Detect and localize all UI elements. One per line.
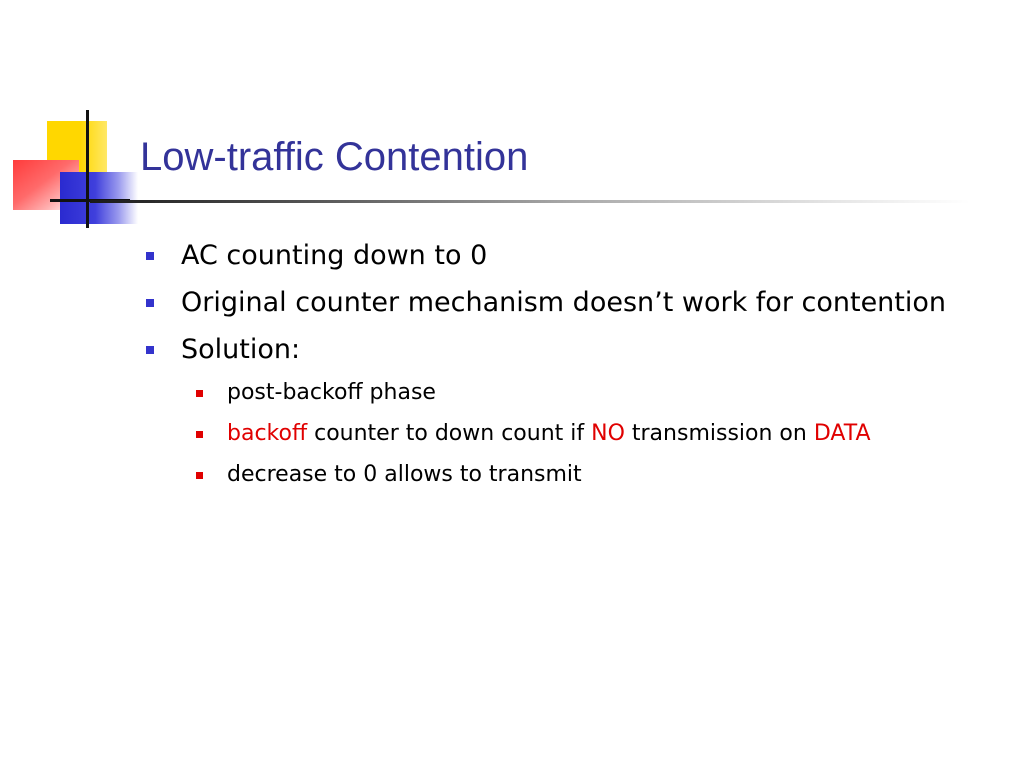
sub-bullet-text: decrease to 0 allows to transmit (227, 462, 582, 487)
bullet-text: Original counter mechanism doesn’t work for contention (181, 287, 947, 318)
logo-vertical-line (86, 110, 89, 228)
title-divider (90, 200, 970, 203)
sub-bullet-item (142, 375, 992, 410)
square-bullet-icon (196, 431, 203, 438)
square-bullet-icon (196, 390, 203, 397)
square-bullet-icon (196, 472, 203, 479)
highlight-text: backoff (227, 421, 308, 446)
square-bullet-icon (146, 299, 154, 307)
bullet-item (142, 234, 992, 277)
highlight-text: NO (591, 421, 625, 446)
plain-text: counter to down count if (307, 421, 592, 446)
square-bullet-icon (146, 252, 154, 260)
plain-text: transmission on (624, 421, 814, 446)
sub-bullet-text (227, 421, 871, 446)
slide-title: Low-traffic Contention (140, 135, 529, 179)
sub-bullet-item (142, 457, 992, 492)
sub-bullet-text: post-backoff phase (227, 380, 436, 405)
bullet-item (142, 281, 992, 324)
bullet-item (142, 328, 992, 371)
sub-bullet-item (142, 416, 992, 451)
slide-body (142, 234, 992, 498)
corner-logo (0, 0, 140, 240)
logo-blue-square (60, 172, 138, 224)
highlight-text: DATA (813, 421, 871, 446)
square-bullet-icon (146, 346, 154, 354)
bullet-text: AC counting down to 0 (181, 240, 488, 271)
bullet-text: Solution: (181, 334, 301, 365)
